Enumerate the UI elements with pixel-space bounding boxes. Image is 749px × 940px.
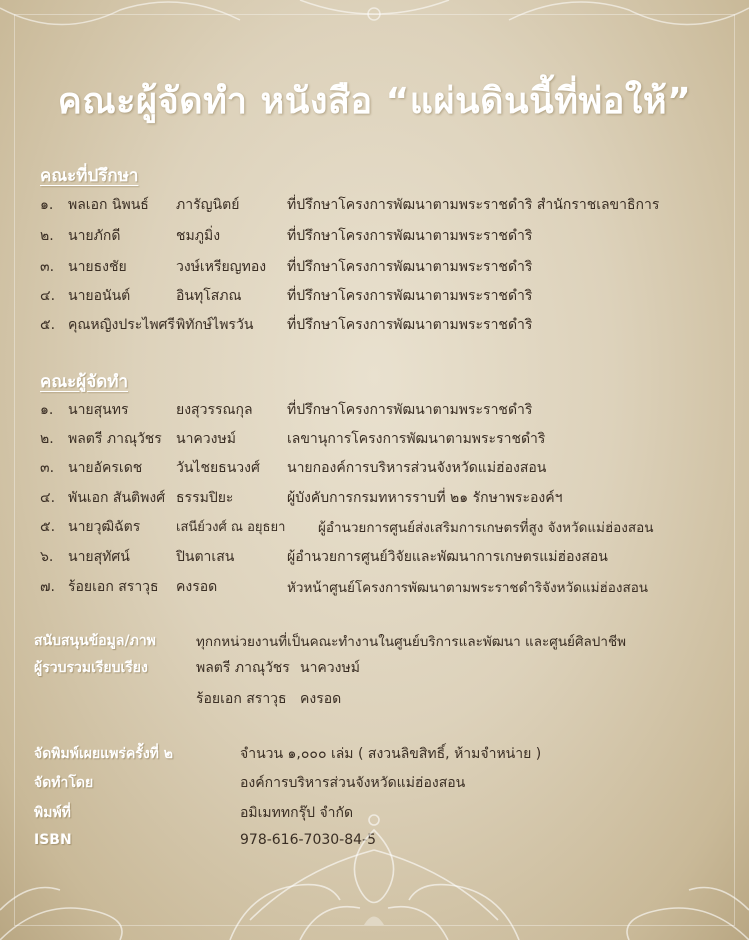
row-first-name: นายอนันต์ [68,288,131,304]
row-number: ๓. [40,460,55,476]
row-last-name: เสนีย์วงศ์ ณ อยุธยา [176,520,286,535]
row-first-name: พลตรี ภาณุวัชร [68,431,162,447]
support-label: สนับสนุนข้อมูล/ภาพ [34,633,156,649]
publication-label: จัดทำโดย [34,775,94,791]
row-role: ที่ปรึกษาโครงการพัฒนาตามพระราชดำริ สำนักราชเลขาธิการ [287,197,660,213]
row-role: หัวหน้าศูนย์โครงการพัฒนาตามพระราชดำริจังหวัดแม่ฮ่องสอน [287,580,649,596]
row-number: ๔. [40,288,56,304]
row-role: ที่ปรึกษาโครงการพัฒนาตามพระราชดำริ [287,228,533,244]
row-number: ๔. [40,490,56,506]
page-title: คณะผู้จัดทำ หนังสือ “แผ่นดินนี้ที่พ่อให้” [57,81,692,122]
row-last-name: คงรอด [176,579,218,595]
compilers-label: ผู้รวบรวมเรียบเรียง [34,660,148,676]
compiler-last-name: นาควงษม์ [300,660,360,676]
row-last-name: วันไชยธนวงศ์ [176,460,260,476]
compiler-first-name: ร้อยเอก สราวุธ [196,691,287,707]
compiler-last-name: คงรอด [300,691,342,707]
row-first-name: นายอัครเดช [68,460,143,476]
row-role: ที่ปรึกษาโครงการพัฒนาตามพระราชดำริ [287,259,533,275]
row-last-name: ยงสุวรรณกุล [176,402,253,418]
row-last-name: วงษ์เหรียญทอง [176,259,267,275]
row-number: ๑. [40,402,54,418]
row-number: ๕. [40,519,56,535]
row-number: ๖. [40,549,54,565]
publication-label: จัดพิมพ์เผยแพร่ครั้งที่ ๒ [34,746,173,762]
row-last-name: ปินตาเสน [176,549,235,565]
row-number: ๓. [40,259,55,275]
row-first-name: คุณหญิงประไพศรี [68,317,175,333]
advisors-heading: คณะที่ปรึกษา [40,166,139,186]
row-role: ที่ปรึกษาโครงการพัฒนาตามพระราชดำริ [287,288,533,304]
row-role: ที่ปรึกษาโครงการพัฒนาตามพระราชดำริ [287,317,533,333]
publication-value: อมิเมททกรุ๊ป จำกัด [240,805,354,821]
top-ornament [0,0,749,60]
row-first-name: นายวุฒิฉัตร [68,519,141,535]
bottom-ornament [0,790,749,940]
row-first-name: นายสุนทร [68,402,129,418]
support-value: ทุกกหน่วยงานที่เป็นคณะทำงานในศูนย์บริการและพัฒนา และศูนย์ศิลปาชีพ [196,634,627,650]
row-role: เลขานุการโครงการพัฒนาตามพระราชดำริ [287,431,546,447]
publication-label: พิมพ์ที่ [34,805,71,821]
row-first-name: นายภักดี [68,228,121,244]
row-first-name: พันเอก สันติพงศ์ [68,490,166,506]
row-last-name: ภารัญนิตย์ [176,197,240,213]
publication-value: จำนวน ๑,๐๐๐ เล่ม ( สงวนลิขสิทธิ์, ห้ามจำหน่าย ) [240,746,542,762]
row-last-name: นาควงษม์ [176,431,236,447]
row-role: ผู้บังคับการกรมทหารราบที่ ๒๑ รักษาพระองค์ฯ [287,490,563,506]
row-last-name: ชมภูมิ่ง [176,228,221,244]
row-role: นายกองค์การบริหารส่วนจังหวัดแม่ฮ่องสอน [287,460,547,476]
row-number: ๗. [40,579,55,595]
row-number: ๑. [40,197,54,213]
row-first-name: ร้อยเอก สราวุธ [68,579,159,595]
editors-heading: คณะผู้จัดทำ [40,372,128,392]
row-last-name: พิทักษ์ไพรวัน [176,317,254,333]
row-number: ๕. [40,317,56,333]
row-last-name: อินทุโสภณ [176,288,242,304]
row-first-name: นายธงชัย [68,259,127,275]
publication-value: องค์การบริหารส่วนจังหวัดแม่ฮ่องสอน [240,775,466,791]
row-role: ผู้อำนวยการศูนย์วิจัยและพัฒนาการเกษตรแม่ฮ่องสอน [287,549,608,565]
row-number: ๒. [40,228,54,244]
row-role: ผู้อำนวยการศูนย์ส่งเสริมการเกษตรที่สูง จังหวัดแม่ฮ่องสอน [318,520,654,536]
row-first-name: พลเอก นิพนธ์ [68,197,149,213]
row-role: ที่ปรึกษาโครงการพัฒนาตามพระราชดำริ [287,402,533,418]
compiler-first-name: พลตรี ภาณุวัชร [196,660,290,676]
row-first-name: นายสุทัศน์ [68,549,130,565]
row-number: ๒. [40,431,54,447]
row-last-name: ธรรมปิยะ [176,490,234,506]
publication-value: 978-616-7030-84-5 [240,832,377,848]
publication-label: ISBN [34,832,72,848]
